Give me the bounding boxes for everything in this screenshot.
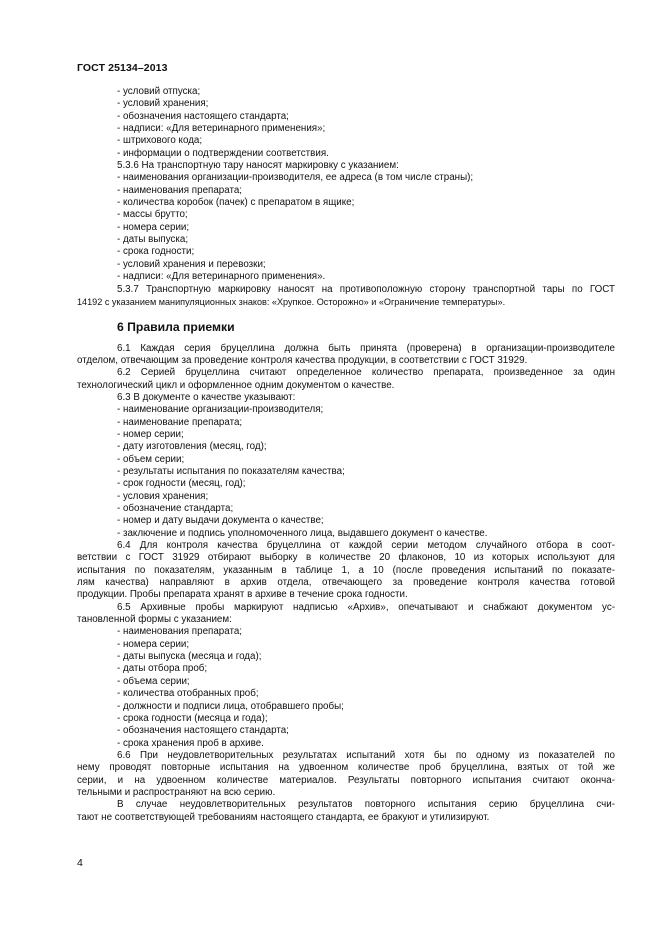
clause-5-3-6: 5.3.6 На транспортную тару наносят маркировку с указанием: <box>117 160 399 172</box>
list-item: - результаты испытания по показателям качества; <box>117 465 345 477</box>
list-item: - объема серии; <box>117 675 190 687</box>
list-item: - срока хранения проб в архиве. <box>117 737 264 749</box>
clause-6-6-line4: тельными и распространяют на всю серию. <box>77 786 276 798</box>
document-code-header: ГОСТ 25134–2013 <box>77 62 168 74</box>
retest-paragraph-line1: В случае неудовлетворительных результатов повторного испытания серию бруцеллина счи- <box>117 799 615 811</box>
clause-6-6-line1: 6.6 При неудовлетворительных результатах испытаний хотя бы по одному из показателей по <box>117 749 615 761</box>
clause-6-6-line2: нему проводят повторные испытания на удвоенном количестве проб бруцеллина, взятых от той же <box>77 762 615 774</box>
clause-6-3: 6.3 В документе о качестве указывают: <box>117 391 296 403</box>
retest-paragraph-line2: тают не соответствующей требованиям настоящего стандарта, ее бракуют и утилизируют. <box>77 811 490 823</box>
clause-6-2-line1: 6.2 Серией бруцеллина считают определенное количество препарата, произведенное за один <box>117 367 615 379</box>
list-item: - обозначение стандарта; <box>117 503 234 514</box>
clause-6-1-line2: отделом, отвечающим за проведение контроля качества продукции, в соответствии с ГОСТ 31929. <box>77 354 528 366</box>
clause-6-1-line1: 6.1 Каждая серия бруцеллина должна быть принята (проверена) в организации-производителе <box>117 342 615 354</box>
clause-6-4-line1: 6.4 Для контроля качества бруцеллина от каждой серии методом случайного отбора в соот- <box>117 540 615 552</box>
clause-6-5-line2: тановленной формы с указанием: <box>77 614 232 626</box>
list-item: - наименование организации-производителя; <box>117 404 324 416</box>
list-item: - дату изготовления (месяц, год); <box>117 441 267 453</box>
list-item: - количества отобранных проб; <box>117 688 259 700</box>
clause-6-6-line3: серии, и на удвоенном количестве материалов. Результаты повторного испытания считают оконча- <box>77 774 615 786</box>
list-item: - объем серии; <box>117 453 185 465</box>
list-item: - наименования препарата; <box>117 626 242 638</box>
list-item: - наименования организации-производителя, ее адреса (в том числе страны); <box>117 172 474 184</box>
clause-5-3-7-line1: 5.3.7 Транспортную маркировку наносят на противоположную сторону транспортной тары по ГОСТ <box>117 283 615 295</box>
list-item: - массы брутто; <box>117 209 188 221</box>
list-item: - номера серии; <box>117 638 190 650</box>
list-item: - информации о подтверждении соответствия. <box>117 147 329 159</box>
list-item: - надписи: «Для ветеринарного применения»; <box>117 123 326 135</box>
list-item: - наименование препарата; <box>117 416 243 428</box>
document-body <box>77 86 615 824</box>
clause-6-4-line3: испытания по показателям, указанным в таблице 1, а 10 (после проведения испытаний по показате- <box>77 564 615 576</box>
list-item: - срока годности (месяца и года); <box>117 712 268 724</box>
list-item: - должности и подписи лица, отобравшего пробы; <box>117 700 344 712</box>
section-heading: 6 Правила приемки <box>117 320 235 335</box>
list-item: - условий отпуска; <box>117 86 201 97</box>
page-number: 4 <box>77 857 83 869</box>
clause-5-3-7-line2: 14192 с указанием манипуляционных знаков: «Хрупкое. Осторожно» и «Ограничение температуры». <box>77 296 506 307</box>
clause-6-2-line2: технологический цикл и оформленное одним документом о качестве. <box>77 379 395 391</box>
list-item: - штрихового кода; <box>117 135 203 147</box>
list-item: - номер и дату выдачи документа о качестве; <box>117 515 324 527</box>
list-item: - надписи: «Для ветеринарного применения». <box>117 271 326 283</box>
list-item: - наименования препарата; <box>117 184 242 196</box>
list-item: - условий хранения и перевозки; <box>117 258 266 270</box>
list-item: - условий хранения; <box>117 98 209 110</box>
clause-6-4-line5: продукции. Пробы препарата хранят в архиве в течение срока годности. <box>77 589 408 601</box>
list-item: - срока годности; <box>117 246 195 258</box>
list-item: - обозначения настоящего стандарта; <box>117 725 289 737</box>
list-item: - количества коробок (пачек) с препаратом в ящике; <box>117 197 355 209</box>
clause-6-5-line1: 6.5 Архивные пробы маркируют надписью «Архив», опечатывают и снабжают документом ус- <box>117 601 615 613</box>
list-item: - срок годности (месяц, год); <box>117 478 246 490</box>
list-item: - обозначения настоящего стандарта; <box>117 110 289 122</box>
clause-6-4-line4: лям качества) направляют в архив отдела, отвечающего за проведение контроля качества готовой <box>77 577 615 589</box>
list-item: - даты выпуска (месяца и года); <box>117 651 262 663</box>
list-item: - даты отбора проб; <box>117 663 208 675</box>
list-item: - заключение и подпись уполномоченного лица, выдавшего документ о качестве. <box>117 527 488 539</box>
list-item: - даты выпуска; <box>117 234 189 246</box>
list-item: - условия хранения; <box>117 490 209 502</box>
list-item: - номер серии; <box>117 428 184 440</box>
list-item: - номера серии; <box>117 221 190 233</box>
clause-6-4-line2: ветствии с ГОСТ 31929 отбирают выборку в количестве 20 флаконов, 10 из которых используют для <box>77 552 615 564</box>
